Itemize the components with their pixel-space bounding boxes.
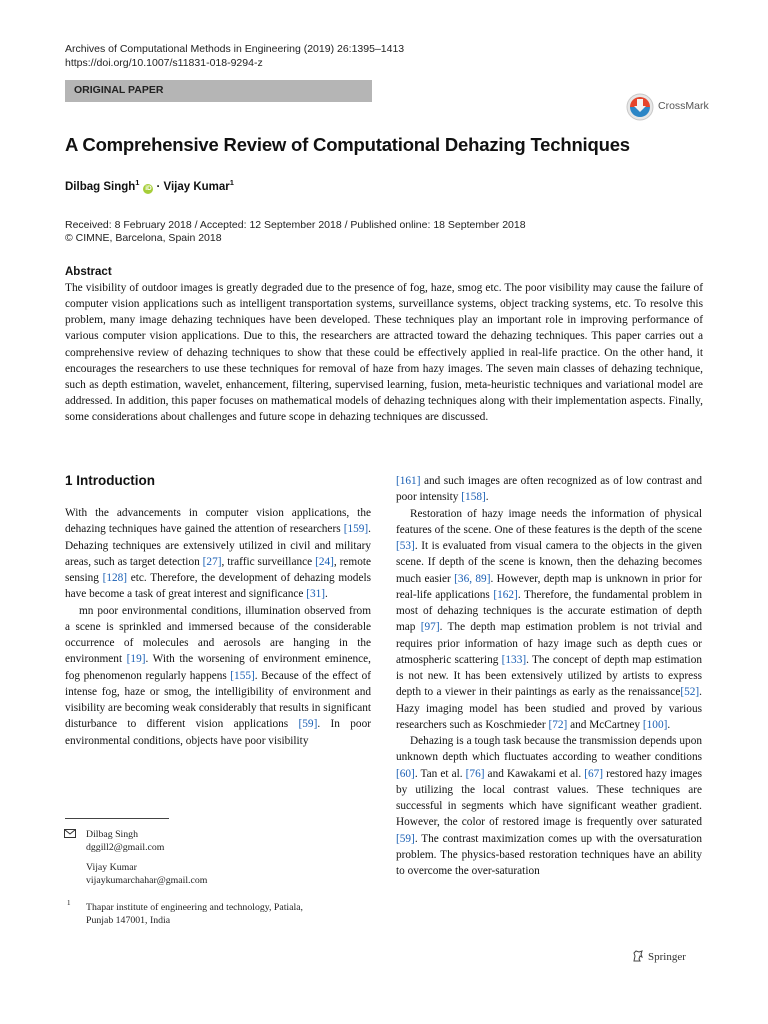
- paragraph-text: and such images are often recognized as of low contrast and poor intensity: [396, 475, 702, 504]
- abstract-body: The visibility of outdoor images is greatly degraded due to the presence of fog, haze, smog etc. The poor visibility may cause the failure of computer vision applications such as intelligent transportation systems, surveillance systems, object tracking systems, etc. To resolve this problem, many image dehazing techniques have been developed. These techniques play an important role in improving performance of various computer vision applications. Due to this, the researchers are attracted toward the dehazing techniques. This paper carries out a comprehensive review of dehazing techniques to show that these could be effectively applied in real-life practice. On the other hand, it encourages the researchers to use these techniques for removal of haze from hazy images. The seven main classes of dehazing technique, such as depth estimation, wavelet, enhancement, filtering, supervised learning, fusion, meta-heuristic techniques and variational model are addressed. In addition, this paper focuses on mathematical models of dehazing techniques along with their implementation aspects. Finally, some considerations about challenges and future scope in dehazing techniques are discussed.: [65, 282, 703, 424]
- paragraph: [65, 603, 371, 749]
- paragraph-text: .: [325, 588, 328, 601]
- paragraph: [396, 473, 702, 506]
- citation-link[interactable]: [100]: [642, 718, 668, 731]
- paragraph-text: . It is evaluated from visual camera to the objects in the given scene. If depth of the scene is known, then the dehazing becomes much easier: [396, 540, 702, 585]
- footnote-author-name: Dilbag Singh: [86, 829, 138, 840]
- paragraph-text: etc. Therefore, the development of dehazing models have become a task of great interest and significance: [65, 572, 372, 601]
- author-name[interactable]: Vijay Kumar: [163, 180, 230, 193]
- doi-link[interactable]: https://doi.org/10.1007/s11831-018-9294-z: [65, 57, 263, 69]
- paragraph-text: . Dehazing techniques are extensively utilized in civil and military areas, such as target detection: [65, 523, 371, 568]
- citation-link[interactable]: [133]: [501, 653, 527, 666]
- coauthor-contact: [86, 862, 207, 887]
- right-column: [396, 473, 702, 879]
- citation-link[interactable]: [59]: [298, 718, 318, 731]
- affiliation-superscript: 1: [229, 178, 234, 187]
- citation-link[interactable]: [52]: [680, 686, 700, 699]
- footnote-email[interactable]: vijaykumarchahar@gmail.com: [86, 874, 208, 886]
- publisher-name: Springer: [648, 951, 686, 963]
- paragraph-text: , traffic surveillance: [221, 555, 316, 568]
- journal-citation: Archives of Computational Methods in Engineering (2019) 26:1395–1413: [65, 43, 405, 55]
- footnote-divider: [65, 818, 169, 819]
- paragraph: [396, 733, 702, 879]
- paragraph: [65, 505, 371, 603]
- paragraph-text: . However, depth map is unknown in prior for real-life applications: [396, 572, 702, 601]
- paragraph-text: .: [667, 718, 671, 731]
- citation-link[interactable]: [59]: [396, 832, 415, 845]
- affiliation-line: Thapar institute of engineering and technology, Patiala,: [86, 902, 304, 913]
- publisher-logo: [632, 950, 686, 963]
- paragraph: [396, 506, 702, 734]
- paragraph-text: . With the worsening of environment eminence, fog phenomenon regularly happens: [65, 653, 371, 682]
- citation-link[interactable]: [27]: [202, 555, 222, 568]
- citation-link[interactable]: [72]: [548, 718, 568, 731]
- paper-title: A Comprehensive Review of Computational Dehazing Techniques: [65, 134, 630, 155]
- copyright-line: © CIMNE, Barcelona, Spain 2018: [65, 232, 222, 244]
- paragraph-text: Restoration of hazy image needs the information of physical features of the scene. One of these features is the depth of the scene: [396, 507, 702, 536]
- citation-link[interactable]: [60]: [396, 767, 415, 780]
- paragraph-text: . Therefore, the fundamental problem in most of dehazing techniques is the accurate estimation of depth map: [396, 588, 702, 634]
- paragraph-text: Dehazing is a tough task because the transmission depends upon unknown depth which fluctuates according to weather conditions: [396, 735, 702, 764]
- paragraph-text: restored hazy images by utilizing the local contrast values. These techniques are successful in segments which have significant weather gradient. However, the color of restored image is frequently over saturated: [396, 767, 702, 829]
- citation-link[interactable]: [24]: [315, 555, 334, 568]
- paragraph-text: mn poor environmental conditions, illumination observed from a scene is sprinkled and immersed because of the considerable occurrence of molecules and aerosols are hanging in the environment: [65, 604, 371, 666]
- author-name[interactable]: Dilbag Singh: [65, 180, 136, 193]
- citation-link[interactable]: [158]: [461, 491, 486, 504]
- paragraph-text: . The concept of depth map estimation is not new. It has been extensively utilized by artists to express depth to a viewer in their paintings as early as the renaissance: [396, 653, 702, 699]
- footnote-email[interactable]: dggill2@gmail.com: [86, 841, 165, 853]
- citation-link[interactable]: [97]: [420, 621, 440, 634]
- crossmark-label: CrossMark: [658, 100, 709, 112]
- springer-horse-icon: [632, 950, 644, 962]
- paragraph-text: . The contrast maximization comes up with the oversaturation problem. The physics-based restoration techniques have an ability to overcome the over-saturation: [396, 832, 702, 877]
- affiliation-mark: 1: [67, 899, 71, 907]
- paragraph-text: .: [485, 491, 489, 504]
- crossmark-badge[interactable]: [626, 93, 736, 123]
- author-separator: ·: [156, 180, 161, 193]
- citation-link[interactable]: [76]: [465, 767, 485, 780]
- left-column: [65, 505, 371, 749]
- citation-link[interactable]: [161]: [396, 475, 421, 487]
- footnote-author-name: Vijay Kumar: [86, 862, 137, 873]
- citation-link[interactable]: [36, 89]: [454, 572, 491, 585]
- paragraph-text: . Because of the effect of intense fog, haze or smog, the intelligibility of environment and visibility are becoming weak considerably that results in significant disturbance to different vision applications: [65, 669, 371, 731]
- citation-link[interactable]: [159]: [343, 523, 369, 536]
- abstract-heading: Abstract: [65, 266, 112, 278]
- corresponding-author: [86, 829, 164, 854]
- paragraph-text: With the advancements in computer vision applications, the dehazing techniques have gained the attention of researchers: [65, 507, 371, 536]
- paragraph-text: . In poor environmental conditions, objects have poor visibility: [65, 718, 371, 747]
- citation-link[interactable]: [155]: [230, 669, 255, 682]
- affiliation-superscript: 1: [135, 178, 140, 187]
- paragraph-text: and McCartney: [567, 718, 643, 731]
- orcid-icon[interactable]: iD: [145, 184, 152, 192]
- paragraph-text: . The depth map estimation problem is not trivial and requires prior information of hazy image such as depth cues or atmospheric scattering: [396, 621, 703, 666]
- affiliation-line: Punjab 147001, India: [86, 914, 171, 926]
- citation-link[interactable]: [53]: [396, 540, 415, 552]
- citation-link[interactable]: [67]: [584, 767, 604, 780]
- paragraph-text: . Tan et al.: [414, 767, 466, 780]
- citation-link[interactable]: [31]: [306, 588, 326, 601]
- paragraph-text: , remote sensing: [65, 555, 372, 584]
- section-heading: 1 Introduction: [65, 473, 155, 488]
- crossmark-icon: [626, 93, 654, 121]
- publication-dates: Received: 8 February 2018 / Accepted: 12 September 2018 / Published online: 18 September 2018: [65, 219, 526, 231]
- author-list: [65, 178, 234, 194]
- paragraph-text: and Kawakami et al.: [484, 767, 585, 780]
- citation-link[interactable]: [128]: [102, 572, 128, 584]
- paragraph-text: . Hazy imaging model has been studied and proved by various researchers such as Koschmieder: [396, 686, 702, 731]
- article-type-label: ORIGINAL PAPER: [74, 84, 164, 96]
- citation-link[interactable]: [162]: [493, 588, 518, 601]
- article-type-banner: [65, 80, 372, 102]
- envelope-icon: [64, 829, 76, 841]
- affiliation: [86, 902, 303, 927]
- citation-link[interactable]: [19]: [126, 653, 146, 666]
